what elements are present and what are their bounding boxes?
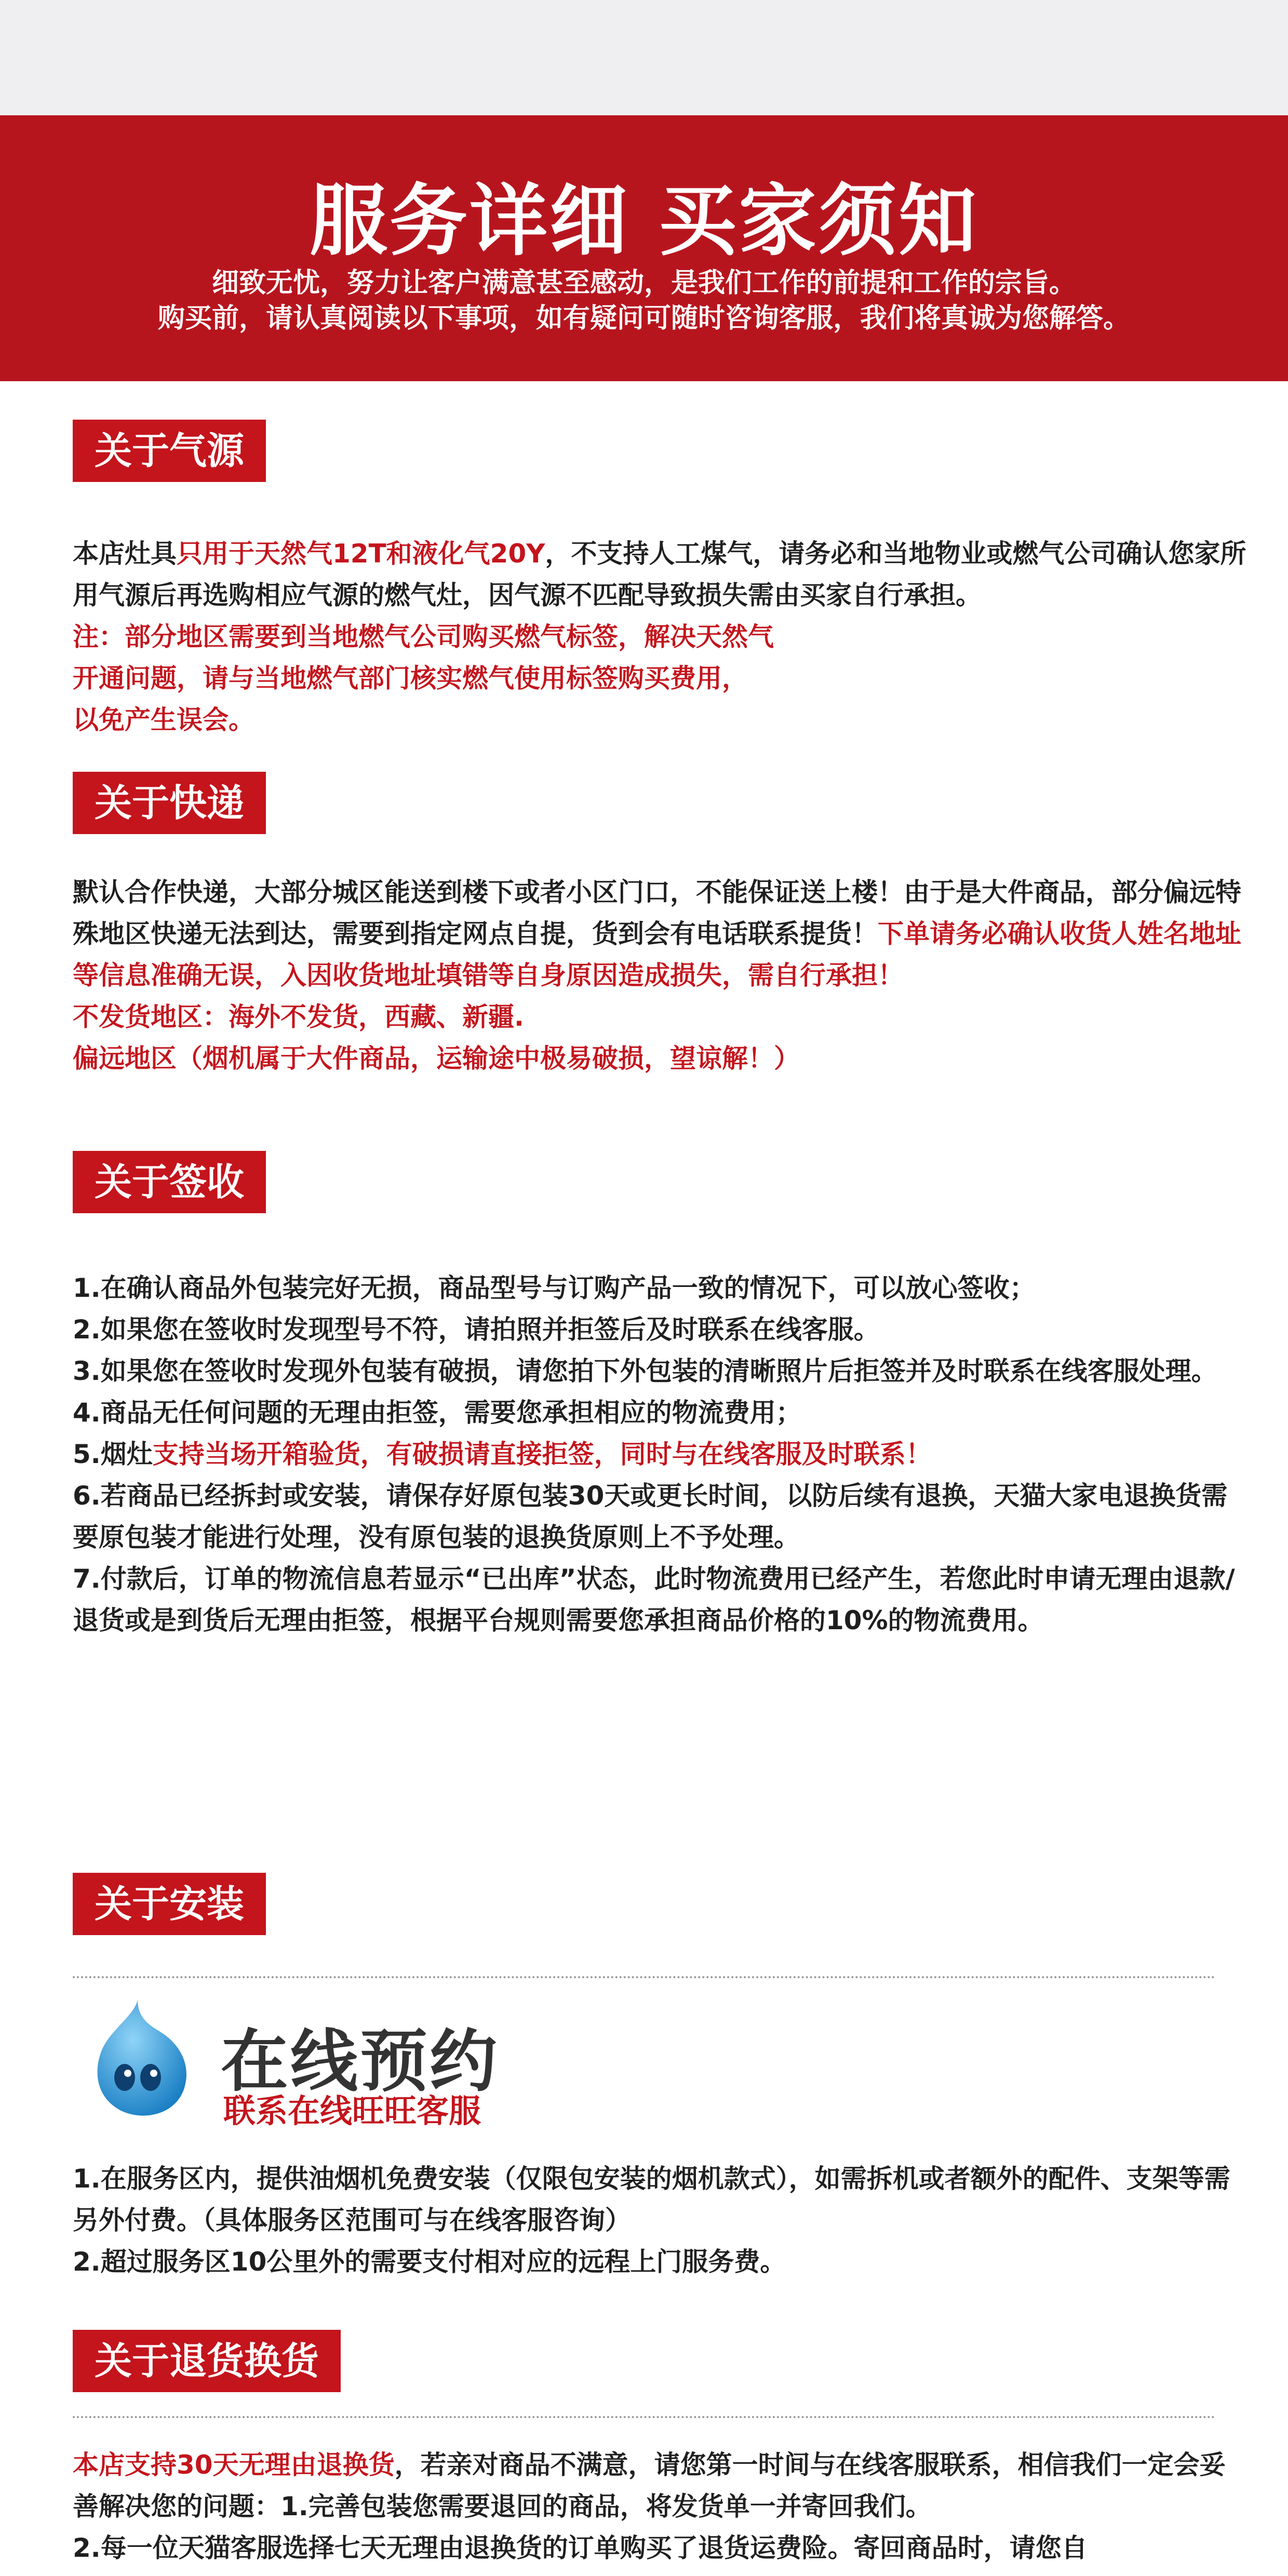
- gas-text-highlight: 只用于天然气12T和液化气20Y: [177, 539, 545, 569]
- sign-item-7: 7.付款后，订单的物流信息若显示“已出库”状态，此时物流费用已经产生，若您此时申请无理由退款/退货或是到货后无理由拒签，根据平台规则需要您承担商品价格的10%的物流费用。: [73, 1564, 1235, 1635]
- wangwang-icon: [73, 1994, 203, 2124]
- gas-text-c: ，不支持人工煤气，请务必和当地物业或燃气公司确认您家所用气源后再选购相应气源的燃气灶，因气源不匹配导致损失需由买家自行承担。: [73, 539, 1246, 610]
- section-tag-gas: 关于气源: [73, 420, 266, 482]
- express-text-highlight: 下单请务必确认收货人姓名地址等信息准确无误，入因收货地址填错等自身原因造成损失，需自行承担！: [73, 919, 1241, 990]
- divider: [73, 2416, 1215, 2418]
- returns-item-2: 2.每一位天猫客服选择七天无理由退换货的订单购买了退货运费险。寄回商品时，请您自: [73, 2533, 1088, 2563]
- express-no-ship: 不发货地区：海外不发货，西藏、新疆.: [73, 1002, 524, 1032]
- sign-item-3: 3.如果您在签收时发现外包装有破损，请您拍下外包装的清晰照片后拒签并及时联系在线客服处理。: [73, 1356, 1217, 1386]
- returns-text-highlight: 本店支持30天无理由退换货: [73, 2450, 395, 2480]
- sign-item-5: [73, 1433, 1246, 1475]
- install-section-body: [73, 2158, 1246, 2283]
- gas-text-a: 本店灶具: [73, 539, 177, 569]
- sign-item-5-highlight: 支持当场开箱验货，有破损请直接拒签，同时与在线客服及时联系！: [152, 1439, 932, 1469]
- sign-item-6: 6.若商品已经拆封或安装，请保存好原包装30天或更长时间，以防后续有退换，天猫大家电退换货需要原包装才能进行处理，没有原包装的退换货原则上不予处理。: [73, 1481, 1228, 1552]
- install-item-1: 1.在服务区内，提供油烟机免费安装（仅限包安装的烟机款式），如需拆机或者额外的配件、支架等需另外付费。（具体服务区范围可与在线客服咨询）: [73, 2164, 1230, 2235]
- gas-note-1: 注：部分地区需要到当地燃气公司购买燃气标签，解决天然气: [73, 622, 774, 652]
- install-item-2: 2.超过服务区10公里外的需要支付相对应的远程上门服务费。: [73, 2247, 786, 2277]
- section-tag-install: 关于安装: [73, 1873, 266, 1935]
- top-gray-bar: [0, 0, 1288, 115]
- online-booking-title: 在线预约: [221, 2022, 500, 2101]
- express-remote: 偏远地区（烟机属于大件商品，运输途中极易破损，望谅解！）: [73, 1043, 800, 1074]
- gas-section-body: [73, 533, 1246, 741]
- sign-item-5-a: 5.烟灶: [73, 1439, 153, 1469]
- section-tag-express: 关于快递: [73, 772, 266, 834]
- banner-subtitle-2: 购买前，请认真阅读以下事项，如有疑问可随时咨询客服，我们将真诚为您解答。: [157, 303, 1130, 334]
- express-text-a: 默认合作快递，大部分城区能送到楼下或者小区门口，不能保证送上楼！由于是大件商品，部分偏远特殊地区快递无法到达，需要到指定网点自提，货到会有电话联系提货！: [73, 877, 1241, 949]
- sign-item-2: 2.如果您在签收时发现型号不符，请拍照并拒签后及时联系在线客服。: [73, 1314, 880, 1345]
- returns-text-b: ，若亲对商品不满意，请您第一时间与在线客服联系，相信我们一定会妥善解决您的问题：1.完善包装您需要退回的商品，将发货单一并寄回我们。: [73, 2450, 1226, 2521]
- sign-item-4: 4.商品无任何问题的无理由拒签，需要您承担相应的物流费用；: [73, 1398, 802, 1428]
- returns-paragraph: [73, 2444, 1246, 2527]
- express-section-body: [73, 871, 1246, 1079]
- divider: [73, 1976, 1215, 1978]
- gas-paragraph: [73, 533, 1246, 616]
- header-banner: [0, 115, 1288, 381]
- express-paragraph: [73, 871, 1246, 996]
- page-title: 服务详细 买家须知: [309, 176, 979, 266]
- sign-section-body: [73, 1267, 1246, 1641]
- online-booking-subtitle[interactable]: 联系在线旺旺客服: [223, 2092, 481, 2130]
- section-tag-returns: 关于退货换货: [73, 2330, 341, 2392]
- returns-section-body: [73, 2444, 1246, 2569]
- gas-note-2: 开通问题，请与当地燃气部门核实燃气使用标签购买费用，: [73, 663, 748, 693]
- gas-note-3: 以免产生误会。: [73, 705, 254, 735]
- sign-item-1: 1.在确认商品外包装完好无损，商品型号与订购产品一致的情况下，可以放心签收；: [73, 1273, 1036, 1303]
- section-tag-sign: 关于签收: [73, 1151, 266, 1213]
- banner-subtitle-1: 细致无忧，努力让客户满意甚至感动，是我们工作的前提和工作的宗旨。: [211, 267, 1076, 299]
